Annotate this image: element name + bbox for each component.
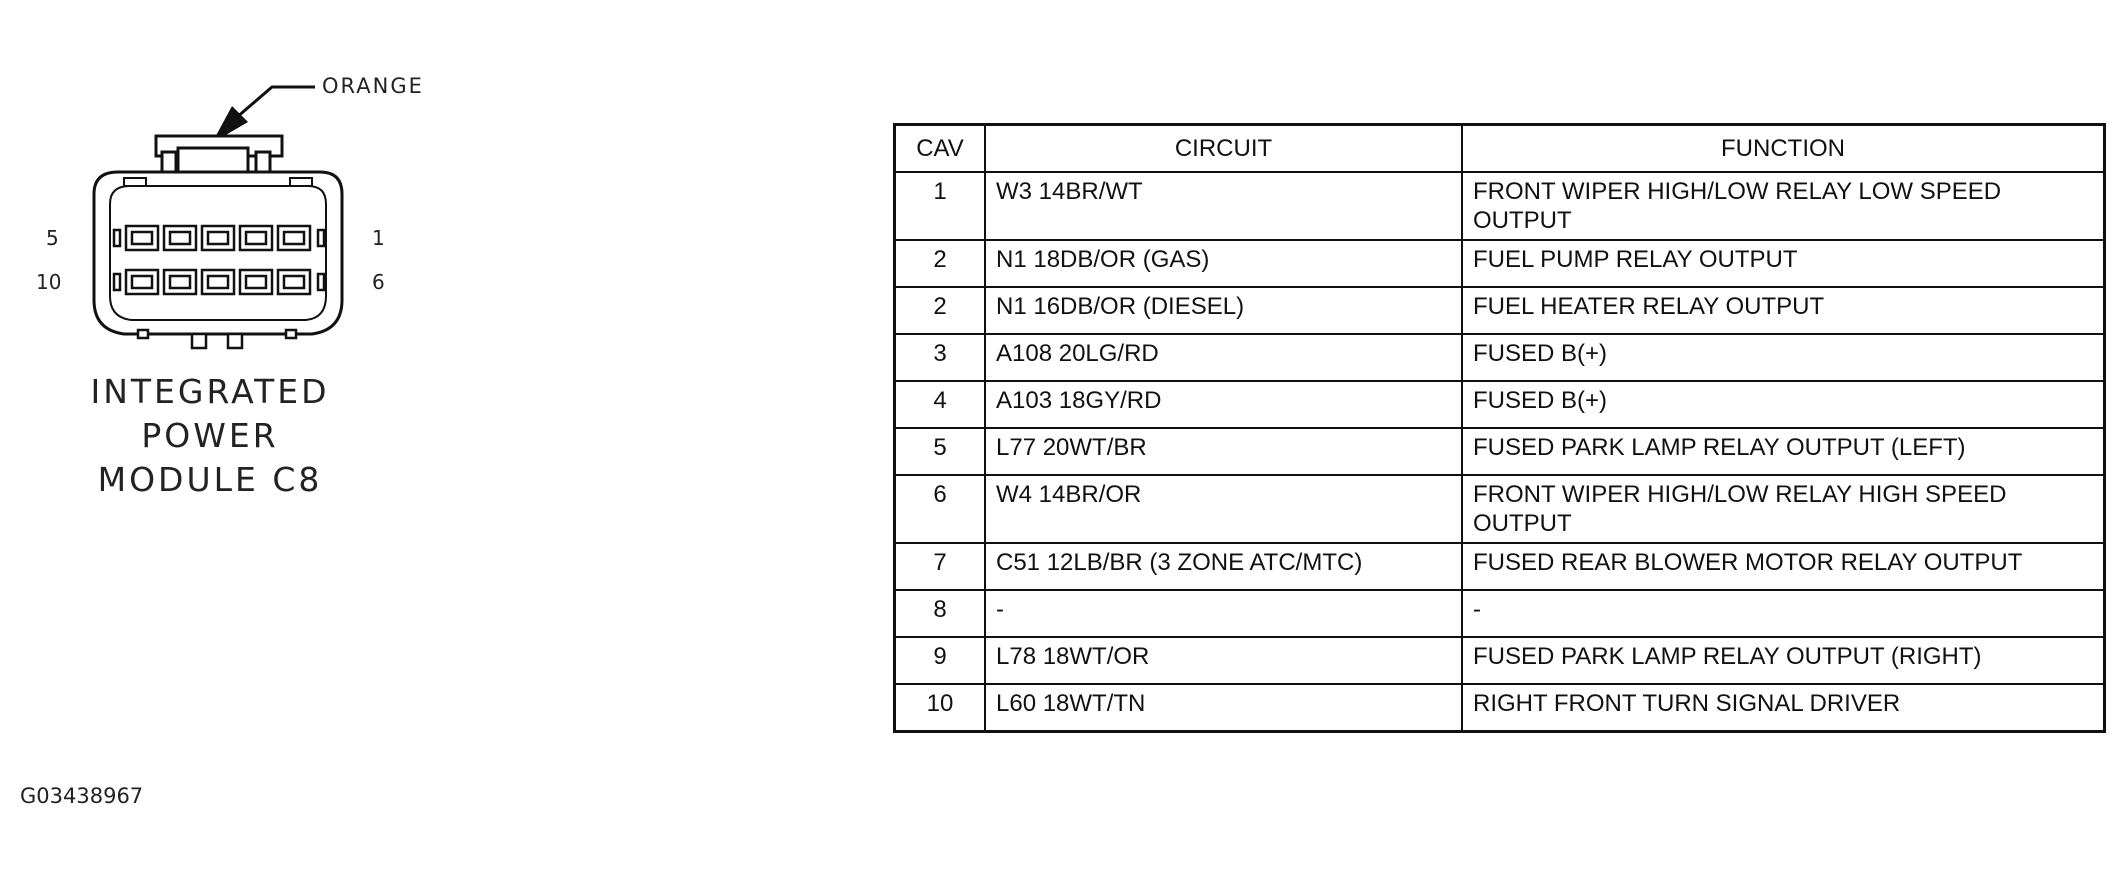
circuit-cell: L60 18WT/TN xyxy=(985,684,1462,732)
pin-terminal xyxy=(170,276,190,288)
function-cell: RIGHT FRONT TURN SIGNAL DRIVER xyxy=(1462,684,2105,732)
table-row xyxy=(895,543,2105,590)
function-cell: - xyxy=(1462,590,2105,637)
pin-terminal xyxy=(132,276,152,288)
function-cell: FUSED PARK LAMP RELAY OUTPUT (RIGHT) xyxy=(1462,637,2105,684)
row-end-tab xyxy=(114,230,120,246)
pin-row-top xyxy=(114,226,324,250)
circuit-cell: C51 12LB/BR (3 ZONE ATC/MTC) xyxy=(985,543,1462,590)
pin-label-top-left: 5 xyxy=(46,226,59,250)
pin-terminal xyxy=(170,232,190,244)
pin-terminal xyxy=(246,232,266,244)
circuit-cell: N1 16DB/OR (DIESEL) xyxy=(985,287,1462,334)
pin-terminal xyxy=(284,276,304,288)
cav-cell: 6 xyxy=(895,475,986,543)
pin-terminal xyxy=(208,232,228,244)
cav-cell: 5 xyxy=(895,428,986,475)
function-cell: FUEL HEATER RELAY OUTPUT xyxy=(1462,287,2105,334)
circuit-cell: W4 14BR/OR xyxy=(985,475,1462,543)
cav-cell: 9 xyxy=(895,637,986,684)
connector-name-line-1: INTEGRATED xyxy=(90,372,330,411)
pin-terminal xyxy=(284,232,304,244)
table-row xyxy=(895,684,2105,732)
connector-name-line-2: POWER xyxy=(141,416,279,455)
table-row xyxy=(895,381,2105,428)
circuit-cell: N1 18DB/OR (GAS) xyxy=(985,240,1462,287)
pin-terminal xyxy=(132,232,152,244)
header-cav: CAV xyxy=(895,125,986,173)
circuit-cell: L78 18WT/OR xyxy=(985,637,1462,684)
cav-cell: 2 xyxy=(895,287,986,334)
circuit-cell: A108 20LG/RD xyxy=(985,334,1462,381)
cav-cell: 4 xyxy=(895,381,986,428)
cav-cell: 1 xyxy=(895,172,986,240)
cav-cell: 7 xyxy=(895,543,986,590)
table-row xyxy=(895,287,2105,334)
function-cell: FUSED REAR BLOWER MOTOR RELAY OUTPUT xyxy=(1462,543,2105,590)
cav-cell: 3 xyxy=(895,334,986,381)
table-row xyxy=(895,590,2105,637)
function-cell: FRONT WIPER HIGH/LOW RELAY LOW SPEED OUTPUT xyxy=(1462,172,2105,240)
table-row xyxy=(895,172,2105,240)
table-row xyxy=(895,240,2105,287)
function-cell: FUEL PUMP RELAY OUTPUT xyxy=(1462,240,2105,287)
pin-terminal xyxy=(246,276,266,288)
figure-id: G03438967 xyxy=(20,784,144,808)
orange-callout-label: ORANGE xyxy=(322,74,424,98)
table-header-row xyxy=(895,125,2105,173)
circuit-cell: L77 20WT/BR xyxy=(985,428,1462,475)
connector-name-line-3: MODULE C8 xyxy=(97,460,323,499)
function-cell: FUSED PARK LAMP RELAY OUTPUT (LEFT) xyxy=(1462,428,2105,475)
table-row xyxy=(895,334,2105,381)
row-end-tab xyxy=(318,230,324,246)
pin-row-bottom xyxy=(114,270,324,294)
function-cell: FUSED B(+) xyxy=(1462,381,2105,428)
connector-body xyxy=(94,172,342,334)
cav-cell: 8 xyxy=(895,590,986,637)
pinout-table xyxy=(893,123,2106,733)
row-end-tab xyxy=(114,274,120,290)
table-row xyxy=(895,637,2105,684)
circuit-cell: A103 18GY/RD xyxy=(985,381,1462,428)
function-cell: FRONT WIPER HIGH/LOW RELAY HIGH SPEED OUTPUT xyxy=(1462,475,2105,543)
pin-label-top-right: 1 xyxy=(372,226,385,250)
pin-label-bottom-right: 6 xyxy=(372,270,385,294)
header-circuit: CIRCUIT xyxy=(985,125,1462,173)
function-cell: FUSED B(+) xyxy=(1462,334,2105,381)
pin-terminal xyxy=(208,276,228,288)
pin-label-bottom-left: 10 xyxy=(36,270,62,294)
table-row xyxy=(895,428,2105,475)
circuit-cell: W3 14BR/WT xyxy=(985,172,1462,240)
header-function: FUNCTION xyxy=(1462,125,2105,173)
cav-cell: 2 xyxy=(895,240,986,287)
row-end-tab xyxy=(318,274,324,290)
cav-cell: 10 xyxy=(895,684,986,732)
circuit-cell: - xyxy=(985,590,1462,637)
table-row xyxy=(895,475,2105,543)
